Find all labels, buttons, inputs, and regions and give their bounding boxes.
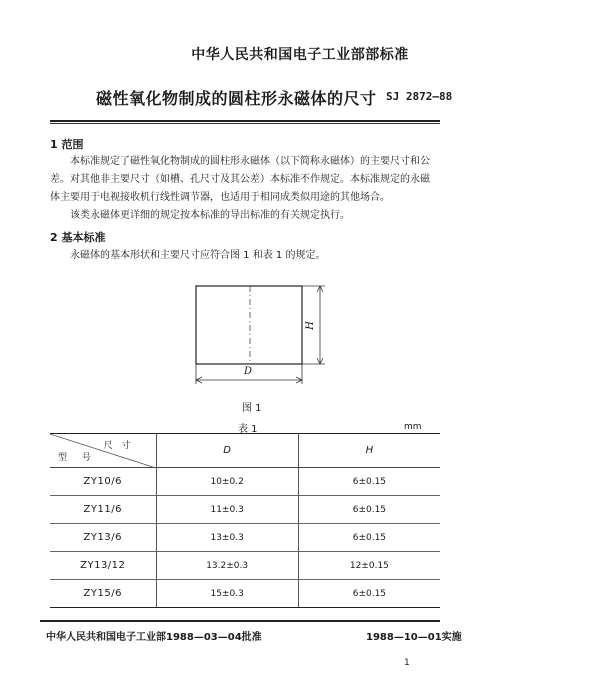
cell-model: ZY11/6: [50, 496, 156, 524]
section-1-heading: 1 范围: [50, 138, 84, 151]
section-1-paragraph-1-line-2: 差。对其他非主要尺寸（如槽、孔尺寸及其公差）本标准不作规定。本标准规定的永磁: [50, 174, 430, 185]
header-size-label: 尺 寸: [103, 441, 134, 451]
table-row: [50, 524, 440, 552]
cell-h: 6±0.15: [298, 468, 440, 496]
cell-d: 15±0.3: [156, 580, 298, 608]
figure-cylinder-drawing: [180, 278, 340, 390]
table-unit: mm: [404, 422, 422, 432]
cell-d: 10±0.2: [156, 468, 298, 496]
cell-d: 13±0.3: [156, 524, 298, 552]
table-row: [50, 580, 440, 608]
page-number: 1: [404, 658, 410, 668]
cell-model: ZY13/6: [50, 524, 156, 552]
header-model-label: 型 号: [58, 453, 97, 463]
cell-h: 6±0.15: [298, 524, 440, 552]
figure-caption: 图 1: [242, 403, 262, 414]
header-h: H: [298, 434, 440, 468]
dimension-label-d: D: [244, 366, 253, 377]
cell-d: 11±0.3: [156, 496, 298, 524]
cell-h: 6±0.15: [298, 580, 440, 608]
header-d: D: [156, 434, 298, 468]
section-1-paragraph-2: 该类永磁体更详细的规定按本标准的导出标准的有关规定执行。: [70, 210, 350, 221]
header-rule: [50, 120, 440, 122]
effective-date: 1988—10—01实施: [366, 632, 462, 643]
table-header-row: [50, 434, 440, 468]
table-caption: 表 1: [238, 424, 258, 435]
dimension-label-h: H: [304, 321, 316, 330]
standard-code: SJ 2872—88: [386, 90, 453, 103]
cell-model: ZY13/12: [50, 552, 156, 580]
table-row: [50, 552, 440, 580]
footer-rule: [40, 620, 440, 622]
dimension-table: [50, 433, 440, 608]
cylinder-outline: [196, 286, 302, 364]
approval-text: 中华人民共和国电子工业部1988—03—04批准: [46, 632, 262, 643]
header-corner-cell: [50, 434, 156, 468]
ministry-title: 中华人民共和国电子工业部部标准: [191, 47, 409, 63]
section-1-paragraph-1: 本标准规定了磁性氧化物制成的圆柱形永磁体（以下简称永磁体）的主要尺寸和公: [70, 156, 430, 167]
table-row: [50, 468, 440, 496]
cell-model: ZY10/6: [50, 468, 156, 496]
section-2-paragraph: 永磁体的基本形状和主要尺寸应符合图 1 和表 1 的规定。: [70, 250, 326, 261]
table-row: [50, 496, 440, 524]
cell-d: 13.2±0.3: [156, 552, 298, 580]
document-title: 磁性氧化物制成的圆柱形永磁体的尺寸: [96, 89, 377, 108]
header-rule-thin: [50, 123, 440, 124]
cell-h: 6±0.15: [298, 496, 440, 524]
cell-model: ZY15/6: [50, 580, 156, 608]
section-1-paragraph-1-line-3: 体主要用于电视接收机行线性调节器，也适用于相同成类似用途的其他场合。: [50, 192, 390, 203]
section-2-heading: 2 基本标准: [50, 231, 106, 244]
cell-h: 12±0.15: [298, 552, 440, 580]
